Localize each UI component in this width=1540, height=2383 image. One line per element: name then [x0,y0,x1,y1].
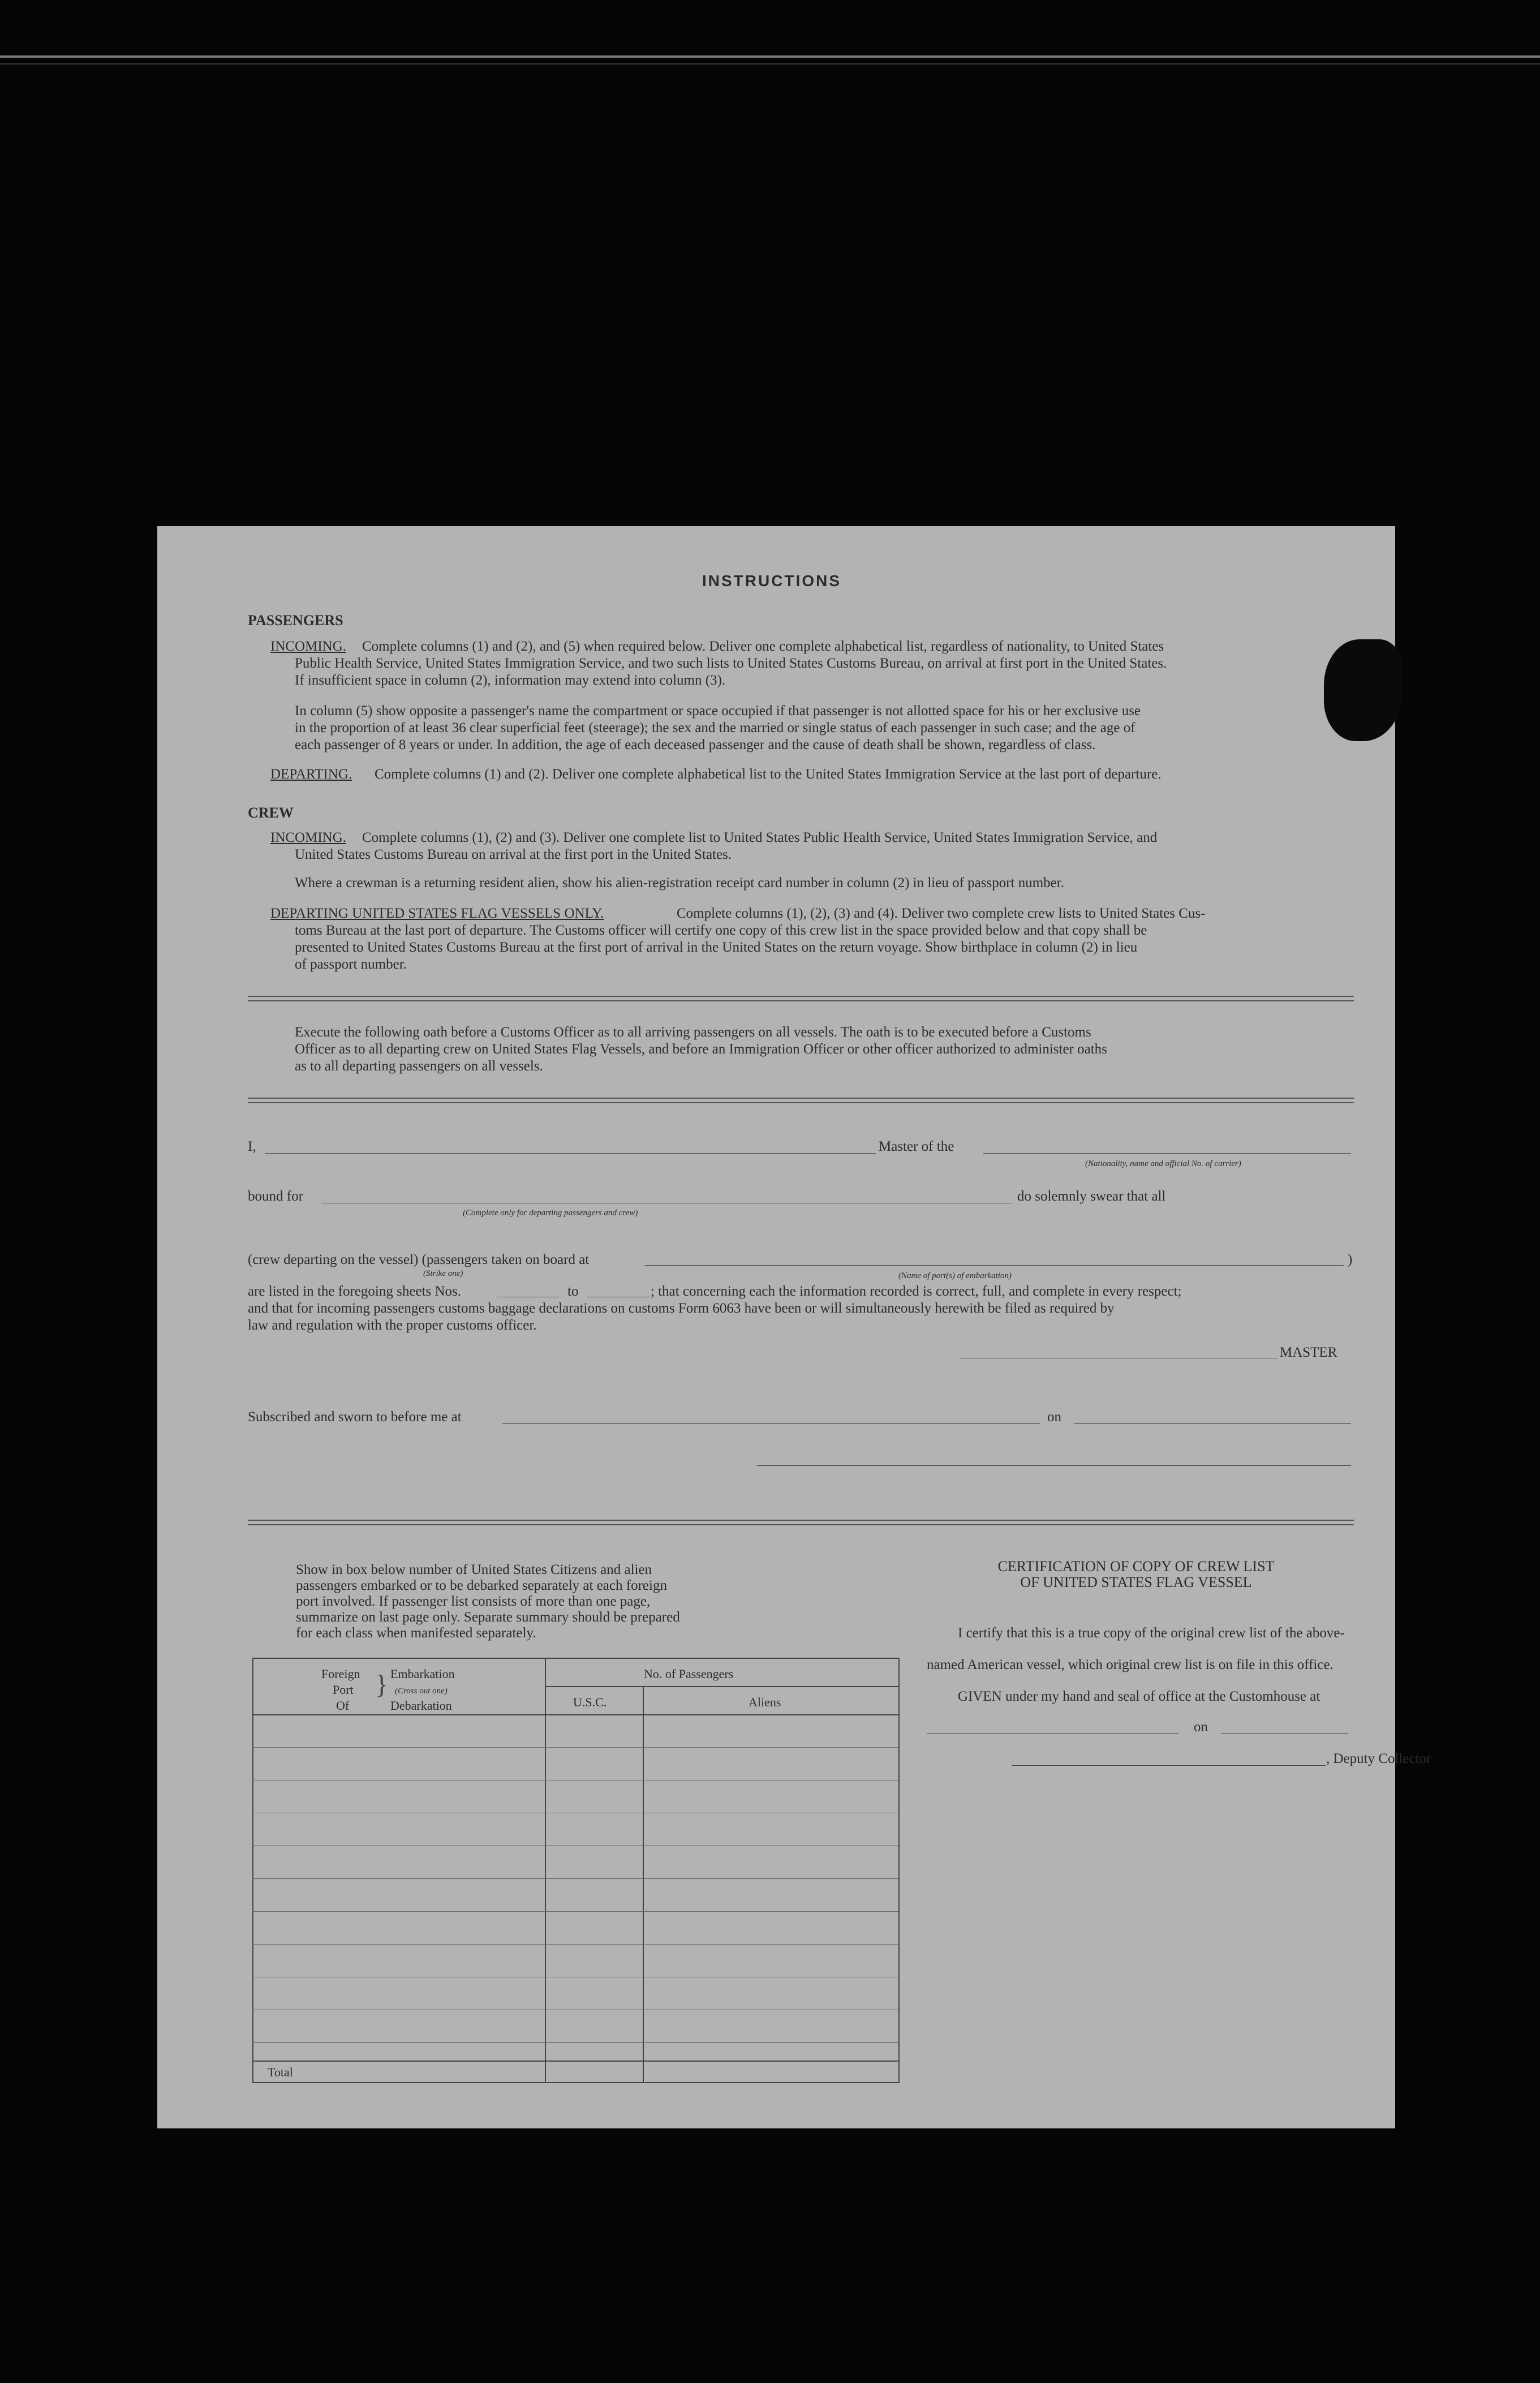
passengers-departing-label: DEPARTING. [270,767,352,782]
document-page: INSTRUCTIONS PASSENGERS INCOMING. Complete columns (1) and (2), and (5) when required below. Deliver one complete alphabetical list, regardless of nationality, to United States Public Health Service, United States Immigration Service, and two such lists to United States Customs Bureau, on arrival at first port in the United States. If insufficient space in column (2), information may extend into column (3). In column (5) show opposite a passenger's name the compartment or space occupied if that passenger is not allotted space for his or her exclusive use in the proportion of at least 36 clear superficial feet (steerage); the sex and the married or single status of each passenger in such case; and the age of each passenger of 8 years or under. In addition, the age of each deceased passenger and the cause of death shall be shown, regardless of class. DEPARTING. Complete columns (1) and (2). Deliver one complete alphabetical list to the United States Immigration Service at the last port of departure. CREW INCOMING. Complete columns (1), (2) and (3). Deliver one complete list to United States Public Health Service, United States Immigration Service, and United States Customs Bureau on arrival at the first port in the United States. Where a crewman is a returning resident alien, show his alien-registration receipt card number in column (2) in lieu of passport number. DEPARTING UNITED STATES FLAG VESSELS ONLY. Complete columns (1), (2), (3) and (4). Deliver two complete crew lists to United States Cus- toms Bureau at the last port of departure. The Customs officer will certify one copy of this crew list in the space provided below and that copy shall be presented to United States Customs Bureau at the first port of arrival in the United States on the return voyage. Show birthplace in column (2) in lieu of passport number. Execute the following oath before a Customs Officer as to all arriving passengers on all vessels. The oath is to be executed before a Customs Officer as to all departing crew on United States Flag Vessels, and before an Immigration Officer or other officer authorized to administer oaths as to all departing passengers on all vessels. I, Master of the (Nationality, name and official No. of carrier) bound for (Complete only for departing passengers and crew) do solemnly swear that all (crew departing on the vessel) (passengers taken on board at (Strike one) (Name of port(s) of embarkation) ) are listed in the foregoing sheets Nos. to ; that concerning each the information recorded is correct, full, and complete in every respect; and that for incoming passengers customs baggage declarations on customs Form 6063 have been or will simultaneously herewith be filed as required by law and regulation with the proper customs officer. MASTER Subscribed and sworn to before me at on Show in box below number of United States Citizens and alien passengers embarked or to be debarked separately at each foreign port involved. If passenger list consists of more than one page, summarize on last page only. Separate summary should be prepared for each class when manifested separately. Foreign Port Of } Embarkation (Cross out one) Debarkation No. of Passengers U.S.C. Aliens Total CERTIFICATION OF COPY OF CREW LIST OF UNITED STATES FLAG VESSEL I certify that this is a true copy of the original crew list of the above- named American vessel, which original crew list is on file in this office. GIVEN under my hand and seal of office at the Customhouse at on , Deputy Collector [157,526,1395,2128]
crew-departing-label: DEPARTING UNITED STATES FLAG VESSELS ONLY. [270,906,604,921]
deputy-signature-field[interactable] [1012,1765,1326,1766]
subscribed-label: Subscribed and sworn to before me at [248,1409,462,1425]
crew-incoming-line-1: Complete columns (1), (2) and (3). Deliver one complete list to United States Public Health Service, United States Immigration Service, and [362,830,1158,845]
summary-instruction-line-4: summarize on last page only. Separate summary should be prepared [296,1610,680,1625]
table-total-divider [252,2061,898,2062]
subscribed-place-field[interactable] [502,1423,1040,1424]
certification-line-2: named American vessel, which original crew list is on file in this office. [927,1657,1333,1672]
crew-departing-line-2: toms Bureau at the last port of departure. The Customs officer will certify one copy of this crew list in the space provided below and that copy shall be [295,923,1147,938]
page-title: INSTRUCTIONS [702,572,841,590]
oath-line-3: law and regulation with the proper customs officer. [248,1318,537,1333]
listed-to: to [567,1284,579,1299]
table-row [252,2042,898,2043]
crew-heading: CREW [248,805,294,821]
passengers-incoming-label: INCOMING. [270,639,347,654]
oath-instruction-line-3: as to all departing passengers on all vessels. [295,1059,543,1074]
carrier-field[interactable] [983,1153,1351,1154]
section-divider [248,1098,1354,1099]
table-header-bottom [252,1714,898,1715]
certification-title-2: OF UNITED STATES FLAG VESSEL [1020,1574,1252,1590]
listed-start: are listed in the foregoing sheets Nos. [248,1284,461,1299]
deputy-collector-label: , Deputy Collector [1326,1751,1431,1766]
passengers-departing-text: Complete columns (1) and (2). Deliver one complete alphabetical list to the United States Immigration Service at the last port of departure. [375,767,1162,782]
table-row [252,1747,898,1748]
certification-title-1: CERTIFICATION OF COPY OF CREW LIST [997,1558,1275,1575]
subscribed-date-field[interactable] [1074,1423,1351,1424]
bound-for-label: bound for [248,1189,303,1204]
ports-note: (Name of port(s) of embarkation) [898,1271,1012,1280]
crew-incoming-line-2: United States Customs Bureau on arrival at the first port in the United States. [295,847,732,862]
crew-incoming-label: INCOMING. [270,830,347,845]
section-divider [248,1524,1354,1525]
oath-line-2: and that for incoming passengers customs baggage declarations on customs Form 6063 have been or will simultaneously herewith be filed as required by [248,1301,1115,1316]
table-cross-out: (Cross out one) [395,1687,448,1696]
certification-line-1: I certify that this is a true copy of the original crew list of the above- [958,1625,1345,1641]
summary-table [252,1658,900,2083]
nationality-note: (Nationality, name and official No. of carrier) [1085,1159,1241,1168]
table-aliens: Aliens [749,1695,781,1709]
section-divider [248,1000,1354,1001]
subscribed-on: on [1047,1409,1061,1425]
listed-rest: ; that concerning each the information recorded is correct, full, and complete in every respect; [651,1284,1182,1299]
table-port: Port [333,1683,354,1697]
strike-one-note: (Strike one) [423,1269,463,1278]
certification-on: on [1194,1719,1208,1735]
passengers-incoming-line-1: Complete columns (1) and (2), and (5) when required below. Deliver one complete alphabetical list, regardless of nationality, to United States [362,639,1164,654]
column5-line-3: each passenger of 8 years or under. In addition, the age of each deceased passenger and the cause of death shall be shown, regardless of class. [295,737,1096,752]
section-divider [248,996,1354,997]
table-row [252,1944,898,1945]
table-no-of-passengers: No. of Passengers [644,1667,734,1681]
table-col-divider [545,1658,546,2082]
passengers-incoming-line-3: If insufficient space in column (2), information may extend into column (3). [295,673,726,688]
swear-text: do solemnly swear that all [1017,1189,1166,1204]
film-edge-line-secondary [0,63,1540,64]
column5-line-1: In column (5) show opposite a passenger's name the compartment or space occupied if that passenger is not allotted space for his or her exclusive use [295,703,1141,719]
table-usc: U.S.C. [573,1695,607,1709]
certification-line-3: GIVEN under my hand and seal of office at the Customhouse at [958,1689,1320,1704]
summary-instruction-line-3: port involved. If passenger list consists of more than one page, [296,1594,651,1609]
column5-line-2: in the proportion of at least 36 clear superficial feet (steerage); the sex and the married or single status of each passenger in such case; and the age of [295,720,1135,735]
oath-i: I, [248,1139,256,1154]
summary-instruction-line-5: for each class when manifested separately. [296,1625,536,1641]
crew-departing-line-1: Complete columns (1), (2), (3) and (4). Deliver two complete crew lists to United States Cus- [677,906,1206,921]
officer-signature-field[interactable] [757,1465,1351,1466]
embarkation-port-field[interactable] [645,1265,1344,1266]
oath-instruction-line-1: Execute the following oath before a Customs Officer as to all arriving passengers on all vessels. The oath is to be executed before a Customs [295,1025,1091,1040]
table-foreign: Foreign [321,1667,360,1681]
table-header-divider [545,1686,898,1687]
crew-departing-line-3: presented to United States Customs Bureau at the first port of arrival in the United States on the return voyage. Show birthplace in column (2) in lieu [295,940,1138,955]
table-col-divider [643,1686,644,2082]
master-label: MASTER [1280,1345,1337,1360]
crew-departing-text: (crew departing on the vessel) (passengers taken on board at [248,1252,590,1267]
film-damage-blot [1324,639,1403,741]
film-edge-line [0,55,1540,58]
summary-instruction-line-2: passengers embarked or to be debarked separately at each foreign [296,1578,667,1593]
master-name-field[interactable] [265,1153,876,1154]
bound-for-note: (Complete only for departing passengers and crew) [463,1208,638,1218]
table-embarkation: Embarkation [390,1667,455,1681]
table-total-label: Total [268,2065,293,2079]
section-divider [248,1520,1354,1521]
close-paren: ) [1348,1252,1353,1267]
summary-instruction-line-1: Show in box below number of United States Citizens and alien [296,1562,652,1577]
table-row [252,1878,898,1879]
oath-instruction-line-2: Officer as to all departing crew on United States Flag Vessels, and before an Immigration Officer or other officer authorized to administer oaths [295,1042,1107,1057]
passengers-heading: PASSENGERS [248,612,343,629]
master-of-the-label: Master of the [879,1139,954,1154]
crew-departing-line-4: of passport number. [295,957,407,972]
table-debarkation: Debarkation [390,1698,452,1713]
passengers-incoming-line-2: Public Health Service, United States Immigration Service, and two such lists to United States Customs Bureau, on arrival at first port in the United States. [295,656,1167,671]
table-of: Of [336,1698,350,1713]
crew-resident-alien: Where a crewman is a returning resident alien, show his alien-registration receipt card number in column (2) in lieu of passport number. [295,875,1064,891]
section-divider [248,1102,1354,1103]
table-row [252,1911,898,1912]
